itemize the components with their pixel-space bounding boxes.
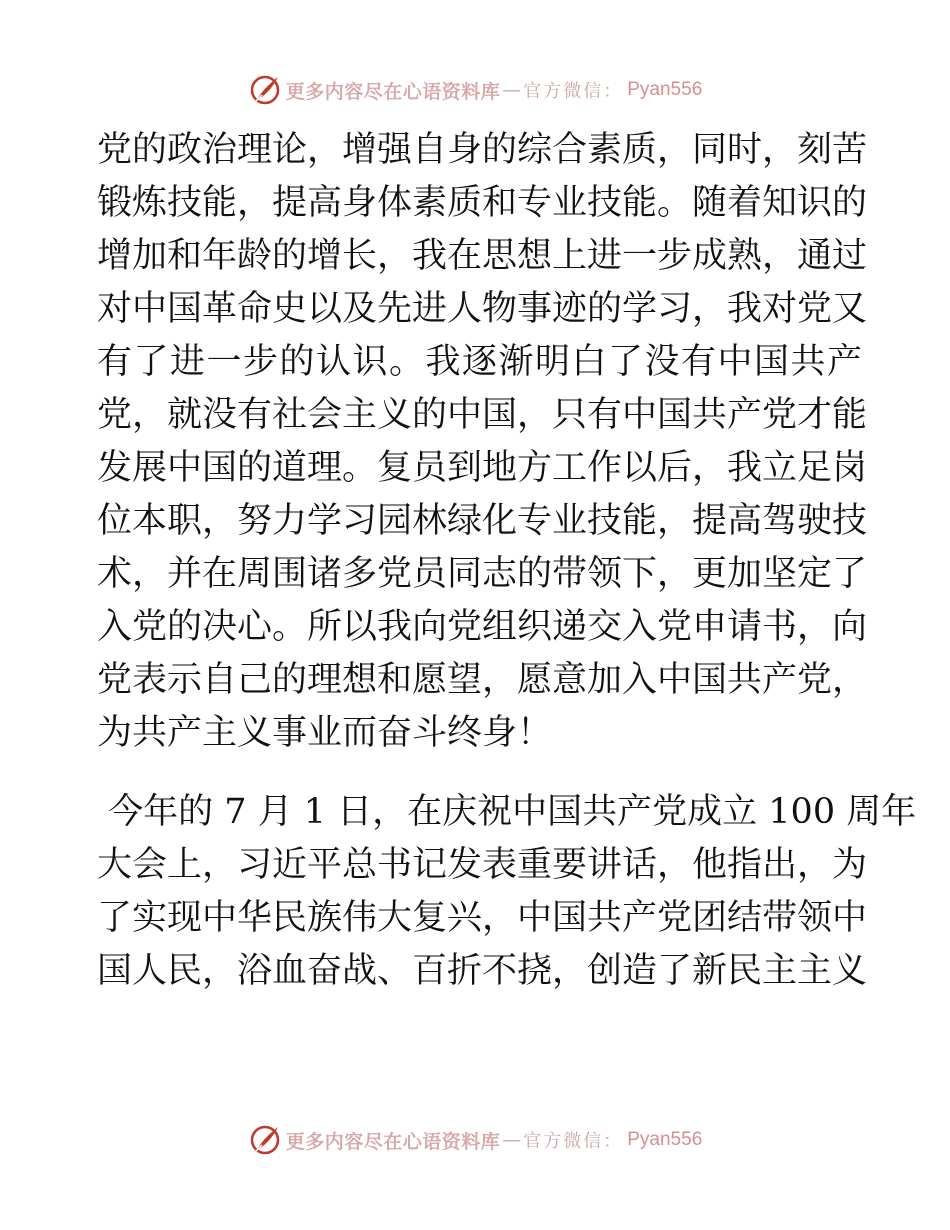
watermark-dash: — bbox=[502, 79, 522, 101]
quill-logo-icon bbox=[248, 1123, 282, 1157]
watermark-brand-text: 更多内容尽在心语资料库 bbox=[285, 1130, 501, 1153]
watermark-official-label: 官方微信： bbox=[523, 81, 624, 102]
text-line: 增加和年龄的增长，我在思想上进一步成熟，通过 bbox=[97, 236, 868, 276]
text-line: 今年的 7 月 1 日，在庆祝中国共产党成立 100 周年 bbox=[97, 792, 917, 832]
text-line: 国人民，浴血奋战、百折不挠，创造了新民主主义 bbox=[97, 951, 868, 991]
watermark-dash: — bbox=[502, 1129, 522, 1151]
paragraph-2 bbox=[97, 786, 917, 998]
watermark-brand-text: 更多内容尽在心语资料库 bbox=[285, 80, 501, 103]
text-line: 大会上，习近平总书记发表重要讲话，他指出，为 bbox=[97, 845, 868, 885]
watermark-wechat-id: Pyan556 bbox=[627, 1129, 703, 1150]
footer-watermark bbox=[0, 1120, 950, 1160]
quill-logo-icon bbox=[248, 73, 282, 107]
text-line: 位本职，努力学习园林绿化专业技能，提高驾驶技 bbox=[97, 501, 868, 541]
text-line: 了实现中华民族伟大复兴，中国共产党团结带领中 bbox=[97, 898, 868, 938]
watermark-wechat-id: Pyan556 bbox=[627, 79, 703, 100]
text-line: 入党的决心。所以我向党组织递交入党申请书，向 bbox=[97, 607, 868, 647]
watermark-official-label: 官方微信： bbox=[523, 1131, 624, 1152]
document-body bbox=[97, 124, 917, 998]
text-line: 党的政治理论，增强自身的综合素质，同时，刻苦 bbox=[97, 130, 868, 170]
header-watermark bbox=[0, 70, 950, 110]
text-line: 对中国革命史以及先进人物事迹的学习，我对党又 bbox=[97, 289, 868, 329]
text-line: 党表示自己的理想和愿望，愿意加入中国共产党， bbox=[97, 660, 868, 700]
text-line: 党，就没有社会主义的中国，只有中国共产党才能 bbox=[97, 395, 868, 435]
text-line: 术，并在周围诸多党员同志的带领下，更加坚定了 bbox=[97, 554, 868, 594]
text-line: 有了进一步的认识。我逐渐明白了没有中国共产 bbox=[97, 342, 864, 382]
paragraph-1 bbox=[97, 124, 868, 760]
text-line: 发展中国的道理。复员到地方工作以后，我立足岗 bbox=[97, 448, 868, 488]
text-line: 为共产主义事业而奋斗终身！ bbox=[97, 713, 553, 753]
text-line: 锻炼技能，提高身体素质和专业技能。随着知识的 bbox=[97, 183, 868, 223]
